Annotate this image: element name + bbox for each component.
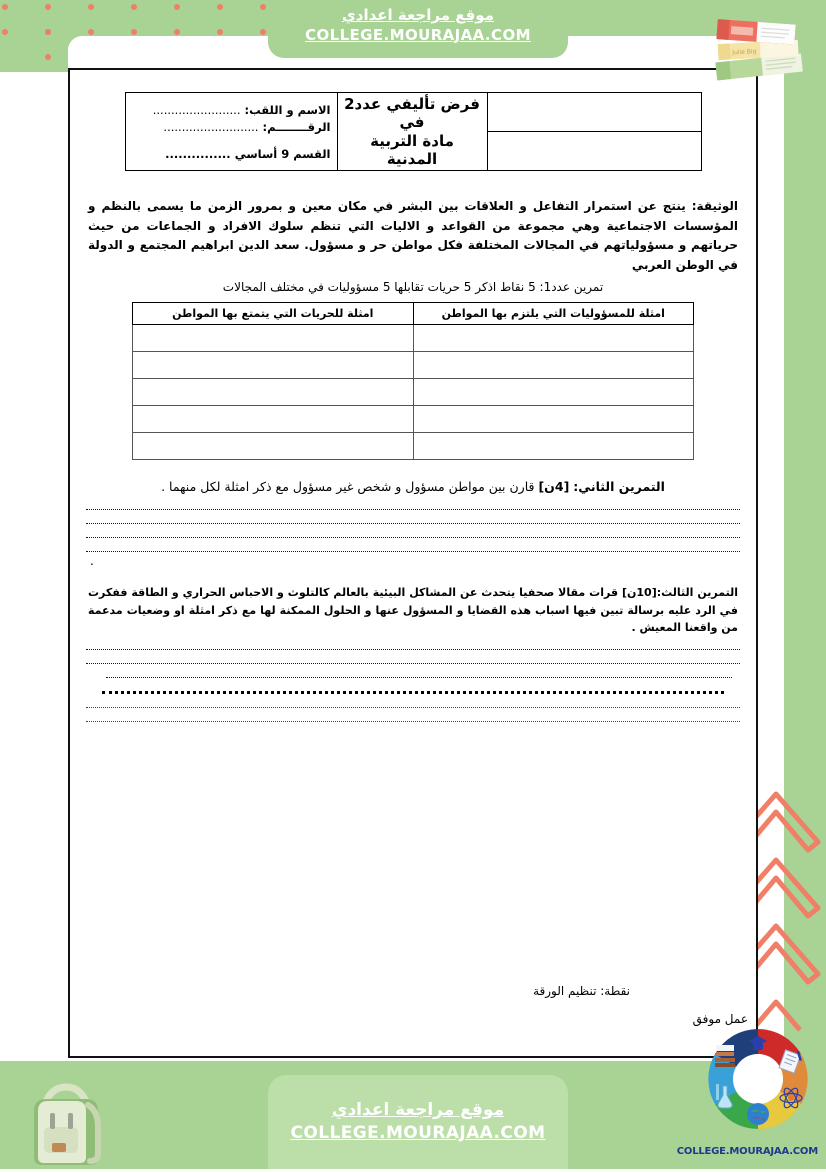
student-info-cell [125,93,337,171]
table-row [133,432,694,459]
organization-note: نقطة: تنظيم الورقة [533,984,630,998]
answer-cell[interactable] [133,405,414,432]
table-row [125,93,701,132]
header-dot [45,29,51,35]
exam-paper-sheet [68,68,758,1058]
header-dot [174,4,180,10]
answer-cell[interactable] [413,351,694,378]
answer-cell[interactable] [413,324,694,351]
exercise2-heading [84,478,742,497]
exercise2-marks: [4ن] [538,478,570,494]
table-row [133,324,694,351]
answer-cell[interactable] [413,378,694,405]
table-row [133,405,694,432]
student-class-label: القسم 9 أساسي [234,147,331,162]
exam-title-cell [337,93,487,171]
student-name-dots: ........................ [152,102,241,117]
header-dot [217,4,223,10]
header-dot [88,29,94,35]
info-blank-cell-bottom [487,132,701,171]
table-row [133,378,694,405]
header-dot [2,4,8,10]
header-dot [45,54,51,60]
backpack-icon [14,1077,118,1169]
good-luck-note: عمل موفق [692,1012,748,1026]
exercise2-label: التمرين الثاني: [573,478,665,494]
student-number-dots: .......................... [163,119,259,134]
answer-cell[interactable] [133,351,414,378]
table-row [133,351,694,378]
header-dot [131,29,137,35]
education-wheel-icon [702,1023,814,1135]
document-paragraph: الوثيقة: ينتج عن استمرار التفاعل و العلاقات بين البشر في مكان معين و بمرور الزمن ما يسمى بالنظم و المؤسسات الاجتماعية وهي مجموعة من القواعد و الاليات التي تنظم سلوك الافراد و الجماعات من حيث حرياتهم و مسؤولياتهم في المجالات المختلفة فكل مواطن حر و مسؤول. سعد الدين ابراهيم المجتمع و الدولة في الوطن العربي [88,199,738,272]
answer-cell[interactable] [413,405,694,432]
header-dot [2,29,8,35]
student-class-row [132,147,331,161]
header-dot [217,29,223,35]
table-header-row [133,302,694,324]
exam-title-line1: فرض تأليفي عدد2 [344,95,480,113]
exercise2-instruction: قارن بين مواطن مسؤول و شخص غير مسؤول مع ذكر امثلة لكل منهما . [161,478,535,494]
footer-site-name-arabic: موقع مراجعة اعدادي [331,1100,505,1120]
header-dot [260,4,266,10]
exercise2-trailing-mark: . [90,554,94,569]
books-stack-icon [698,4,818,90]
exam-title-line2: في [399,113,425,132]
answer-dotted-line[interactable] [86,537,740,538]
footer-branding [268,1100,568,1143]
header-dot [260,29,266,35]
exam-info-table [125,92,702,171]
answer-cell[interactable] [133,432,414,459]
exercise1-answer-table [132,302,694,460]
exercise3-heading [84,584,742,635]
answer-dotted-line[interactable] [86,551,740,552]
answer-dotted-line[interactable] [86,707,740,708]
footer-watermark: COLLEGE.MOURAJAA.COM [676,1146,818,1157]
student-name-label: الاسم و اللقب: [244,102,331,117]
header-dot [131,4,137,10]
header-branding [268,6,568,44]
header-site-name-arabic: موقع مراجعة اعدادي [342,6,494,24]
header-left-green-strip [0,40,42,70]
answer-cell[interactable] [133,378,414,405]
exam-title-line3: مادة التربية المدنية [370,131,454,168]
answer-dotted-line[interactable] [86,721,740,722]
answer-dotted-line[interactable] [86,509,740,510]
student-number-label: الرقــــــــم: [262,119,331,134]
answer-dotted-line-bold[interactable] [102,691,724,694]
answer-cell[interactable] [413,432,694,459]
student-number-row [132,119,331,136]
header-dot [174,29,180,35]
answer-dotted-line[interactable] [86,523,740,524]
header-dot [45,4,51,10]
footer-site-url: COLLEGE.MOURAJAA.COM [290,1123,546,1143]
answer-dotted-line[interactable] [106,677,732,678]
exercise3-instruction: قرات مقالا صحفيا يتحدث عن المشاكل البيئية بالعالم كالتلوث و الاحباس الحراري و الطاقة ففكرت في الرد عليه برسالة تبين فيها اسباب هذه القضايا و المسؤول عنها و الحلول الممكنة لها مع ذكر امثلة او وضعيات مدعمة من واقعنا المعيش . [88,586,738,634]
exercise3-label: التمرين الثالث: [656,586,738,600]
answer-cell[interactable] [133,324,414,351]
header-site-url: COLLEGE.MOURAJAA.COM [305,26,531,44]
exercise1-instruction: تمرين عدد1: 5 نقاط اذكر 5 حريات تقابلها 5 مسؤوليات في مختلف المجالات [222,279,604,294]
header-dot [88,4,94,10]
info-blank-cell-top [487,93,701,132]
column-header-responsibilities: امثلة للمسؤوليات التي يلتزم بها المواطن [413,302,694,324]
student-name-row [132,102,331,119]
exercise3-marks: [10ن] [621,586,657,600]
column-header-freedoms: امثلة للحريات التي يتمتع بها المواطن [133,302,414,324]
svg-text:Julie Big: Julie Big [732,48,757,57]
student-class-dots: ............... [165,147,231,162]
answer-dotted-line[interactable] [86,663,740,664]
answer-dotted-line[interactable] [86,649,740,650]
